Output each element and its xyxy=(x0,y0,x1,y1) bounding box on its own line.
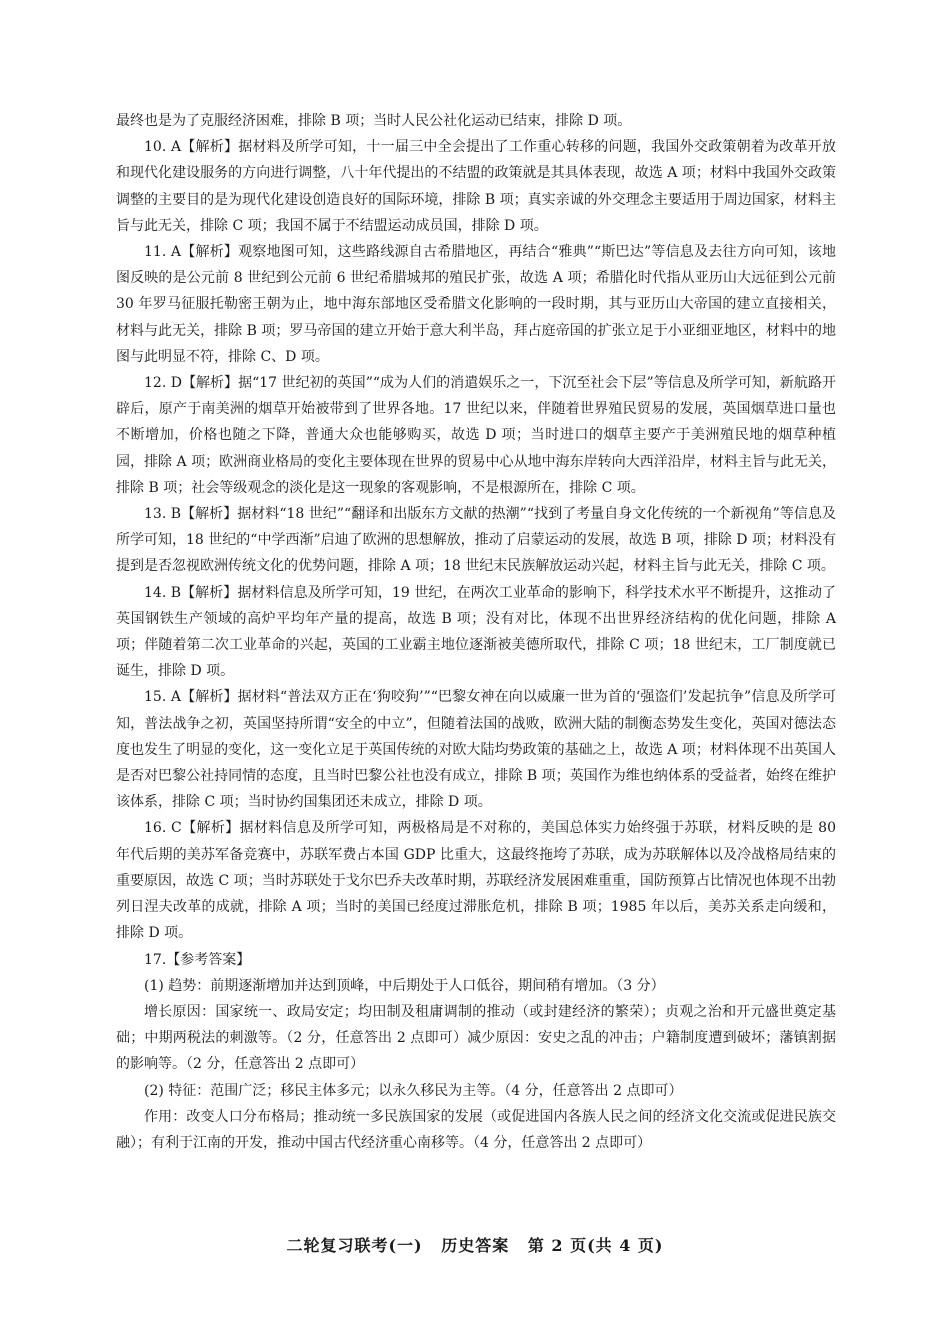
paragraph: (2) 特征：范围广泛；移民主体多元；以永久移民为主等。（4 分，任意答出 2 点即可） xyxy=(144,1082,683,1099)
footer-page-number: 第 2 页(共 4 页) xyxy=(527,1236,664,1255)
footer-exam-name: 二轮复习联考(一) xyxy=(286,1236,423,1255)
answer-body xyxy=(116,108,836,1156)
paragraph: 17.【参考答案】 xyxy=(144,951,251,968)
footer-subject: 历史答案 xyxy=(441,1236,510,1255)
paragraph: 最终也是为了克服经济困难，排除 B 项；当时人民公社化运动已结束，排除 D 项。 xyxy=(116,113,632,129)
paragraph: 10. A【解析】据材料及所学可知，十一届三中全会提出了工作重心转移的问题，我国外交政策朝着为改革开放和现代化建设服务的方向进行调整，八十年代提出的不结盟的政策就是其具体表现，故选 A 项；材料中我国外交政策调整的主要目的是为现代化建设创造良好的国际环境，排除 B 项；真实亲诚的外交理念主要适用于周边国家，材料主旨与此无关，排除 C 项；我国不属于不结盟运动成员国，排除 D 项。 xyxy=(116,139,836,234)
paragraph: 15. A【解析】据材料“普法双方正在‘狗咬狗’”“巴黎女神在向以威廉一世为首的‘强盗们’发起抗争”信息及所学可知，普法战争之初，英国坚持所谓“安全的中立”，但随着法国的战败，欧洲大陆的制衡态势发生变化，英国对德法态度也发生了明显的变化，这一变化立足于英国传统的对欧大陆均势政策的基础之上，故选 A 项；材料体现不出英国人是否对巴黎公社持同情的态度，且当时巴黎公社也没有成立，排除 B 项；英国作为维也纳体系的受益者，始终在维护该体系，排除 C 项；当时协约国集团还未成立，排除 D 项。 xyxy=(116,689,836,811)
page-footer xyxy=(0,1233,950,1256)
paragraph: 作用：改变人口分布格局；推动统一多民族国家的发展（或促进国内各族人民之间的经济文化交流或促进民族交融）；有利于江南的开发，推动中国古代经济重心南移等。（4 分，任意答出 2 点即可） xyxy=(116,1108,836,1151)
paragraph: 16. C【解析】据材料信息及所学可知，两极格局是不对称的，美国总体实力始终强于苏联，材料反映的是 80 年代后期的美苏军备竞赛中，苏联军费占本国 GDP 比重大，这最终拖垮了苏联，成为苏联解体以及冷战格局结束的重要原因，故选 C 项；当时苏联处于戈尔巴乔夫改革时期，苏联经济发展困难重重，国防预算占比情况也体现不出勃列日涅夫改革的成就，排除 A 项；当时的美国已经度过滞胀危机，排除 B 项；1985 年以后，美苏关系走向缓和，排除 D 项。 xyxy=(116,820,836,942)
paragraph: 增长原因：国家统一、政局安定；均田制及租庸调制的推动（或封建经济的繁荣）；贞观之治和开元盛世奠定基础；中期两税法的刺激等。（2 分，任意答出 2 点即可）减少原因：安史之乱的冲击；户籍制度遭到破坏；藩镇割据的影响等。（2 分，任意答出 2 点即可） xyxy=(116,1003,836,1073)
paragraph: 13. B【解析】据材料“18 世纪”“翻译和出版东方文献的热潮”“找到了考量自身文化传统的一个新视角”等信息及所学可知，18 世纪的“中学西渐”启迪了欧洲的思想解放，推动了启蒙运动的发展，故选 B 项，排除 D 项；材料没有提到是否忽视欧洲传统文化的优势问题，排除 A 项；18 世纪末民族解放运动兴起，材料主旨与此无关，排除 C 项。 xyxy=(116,506,836,575)
paragraph: 14. B【解析】据材料信息及所学可知，19 世纪，在两次工业革命的影响下，科学技术水平不断提升，这推动了英国钢铁生产领域的高炉平均年产量的提高，故选 B 项；没有对比，体现不出世界经济结构的优化问题，排除 A 项；伴随着第二次工业革命的兴起，英国的工业霸主地位逐渐被美德所取代，排除 C 项；18 世纪末，工厂制度就已诞生，排除 D 项。 xyxy=(116,584,836,680)
paragraph: (1) 趋势：前期逐渐增加并达到顶峰，中后期处于人口低谷，期间稍有增加。（3 分） xyxy=(144,977,665,994)
paragraph: 11. A【解析】观察地图可知，这些路线源自古希腊地区，再结合“雅典”“斯巴达”等信息及去往方向可知，该地图反映的是公元前 8 世纪到公元前 6 世纪希腊城邦的殖民扩张，故选 A 项；希腊化时代指从亚历山大远征到公元前 30 年罗马征服托勒密王朝为止，地中海东部地区受希腊文化影响的一段时期，其与亚历山大帝国的建立直接相关，材料与此无关，排除 B 项；罗马帝国的建立开始于意大利半岛，拜占庭帝国的扩张立足于小亚细亚地区，材料中的地图与此明显不符，排除 C、D 项。 xyxy=(116,244,836,365)
paragraph: 12. D【解析】据“17 世纪初的英国”“成为人们的消遣娱乐之一，下沉至社会下层”等信息及所学可知，新航路开辟后，原产于南美洲的烟草开始被带到了世界各地。17 世纪以来，伴随着世界殖民贸易的发展，英国烟草进口量也不断增加，价格也随之下降，普通大众也能够购买，故选 D 项；当时进口的烟草主要产于美洲殖民地的烟草种植园，排除 A 项；欧洲商业格局的变化主要体现在世界的贸易中心从地中海东岸转向大西洋沿岸，材料主旨与此无关，排除 B 项；社会等级观念的淡化是这一现象的客观影响，不是根源所在，排除 C 项。 xyxy=(116,375,836,496)
